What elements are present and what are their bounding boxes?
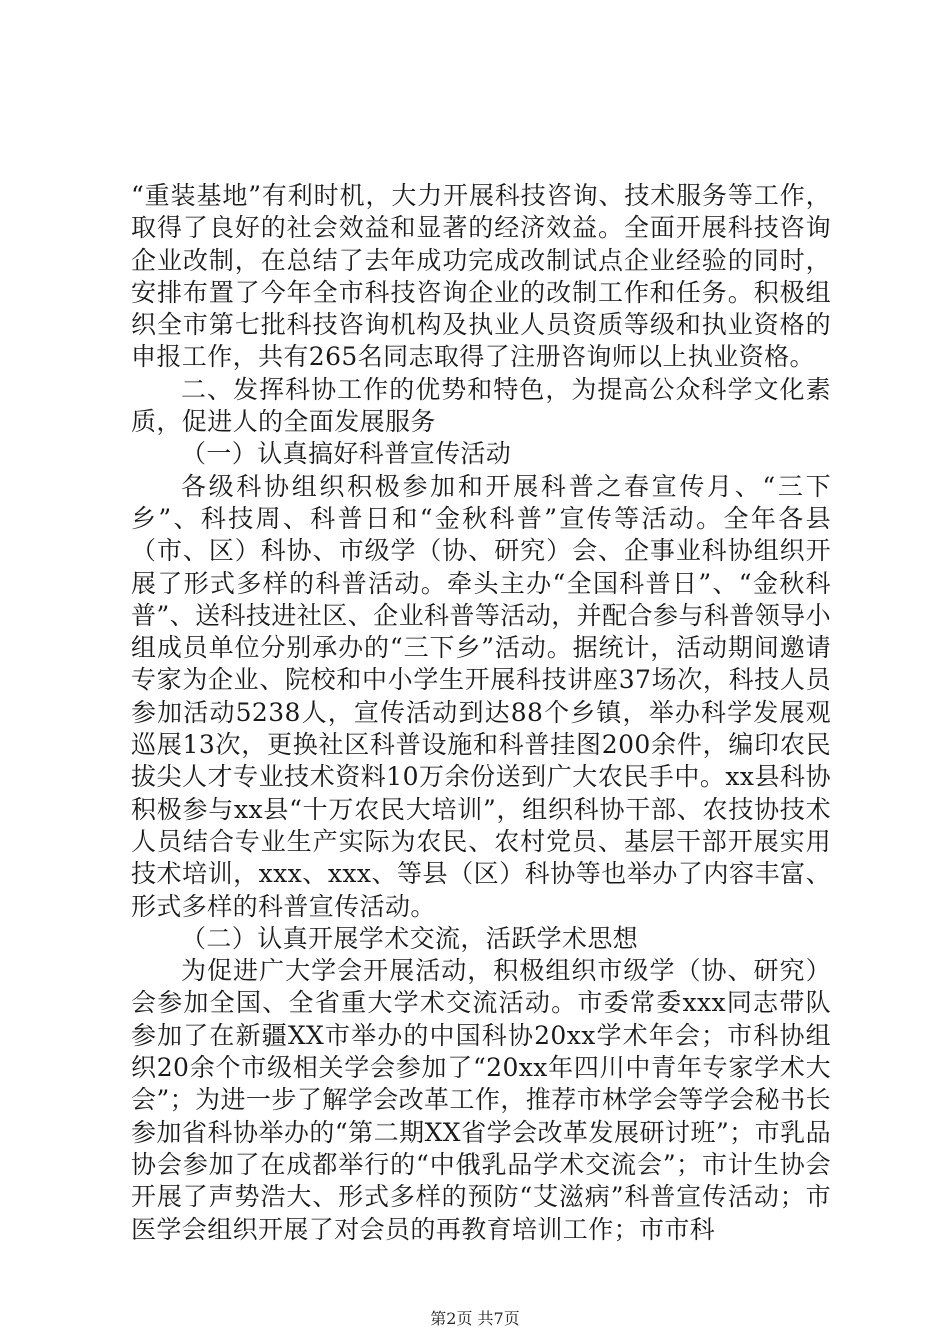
document-body — [131, 180, 831, 1246]
paragraph-consulting-reform: “重装基地”有利时机，大力开展科技咨询、技术服务等工作，取得了良好的社会效益和显著的经济效益。全面开展科技咨询企业改制，在总结了去年成功完成改制试点企业经验的同时，安排布置了今年全市科技咨询企业的改制工作和任务。积极组织全市第七批科技咨询机构及执业人员资质等级和执业资格的申报工作，共有265名同志取得了注册咨询师以上执业资格。 — [131, 181, 831, 372]
section-heading-2: 二、发挥科协工作的优势和特色，为提高公众科学文化素质，促进人的全面发展服务 — [131, 374, 831, 437]
subsection-heading-2: （二）认真开展学术交流，活跃学术思想 — [181, 923, 639, 953]
paragraph-academic-exchange: 为促进广大学会开展活动，积极组织市级学（协、研究）会参加全国、全省重大学术交流活动。市委常委xxx同志带队参加了在新疆XX市举办的中国科协20xx学术年会；市科协组织20余个市级相关学会参加了“20xx年四川中青年专家学术大会”；为进一步了解学会改革工作，推荐市林学会等学会秘书长参加省科协举办的“第二期XX省学会改革发展研讨班”；市乳品协会参加了在成都举行的“中俄乳品学术交流会”；市计生协会开展了声势浩大、形式多样的预防“艾滋病”科普宣传活动；市医学会组织开展了对会员的再教育培训工作；市市科 — [131, 956, 831, 1244]
paragraph-science-popularization: 各级科协组织积极参加和开展科普之春宣传月、“三下乡”、科技周、科普日和“金秋科普”宣传等活动。全年各县（市、区）科协、市级学（协、研究）会、企事业科协组织开展了形式多样的科普活动。牵头主办“全国科普日”、“金秋科普”、送科技进社区、企业科普等活动，并配合参与科普领导小组成员单位分别承办的“三下乡”活动。据统计，活动期间邀请专家为企业、院校和中小学生开展科技讲座37场次，科技人员参加活动5238人，宣传活动到达88个乡镇，举办科学发展观巡展13次，更换社区科普设施和科普挂图200余件，编印农民拔尖人才专业技术资料10万余份送到广大农民手中。xx县科协积极参与xx县“十万农民大培训”，组织科协干部、农技协技术人员结合专业生产实际为农民、农村党员、基层干部开展实用技术培训，xxx、xxx、等县（区）科协等也举办了内容丰富、形式多样的科普宣传活动。 — [131, 471, 831, 921]
subsection-heading-1: （一）认真搞好科普宣传活动 — [181, 439, 512, 469]
page-footer: 第2页 共7页 — [430, 1309, 520, 1328]
